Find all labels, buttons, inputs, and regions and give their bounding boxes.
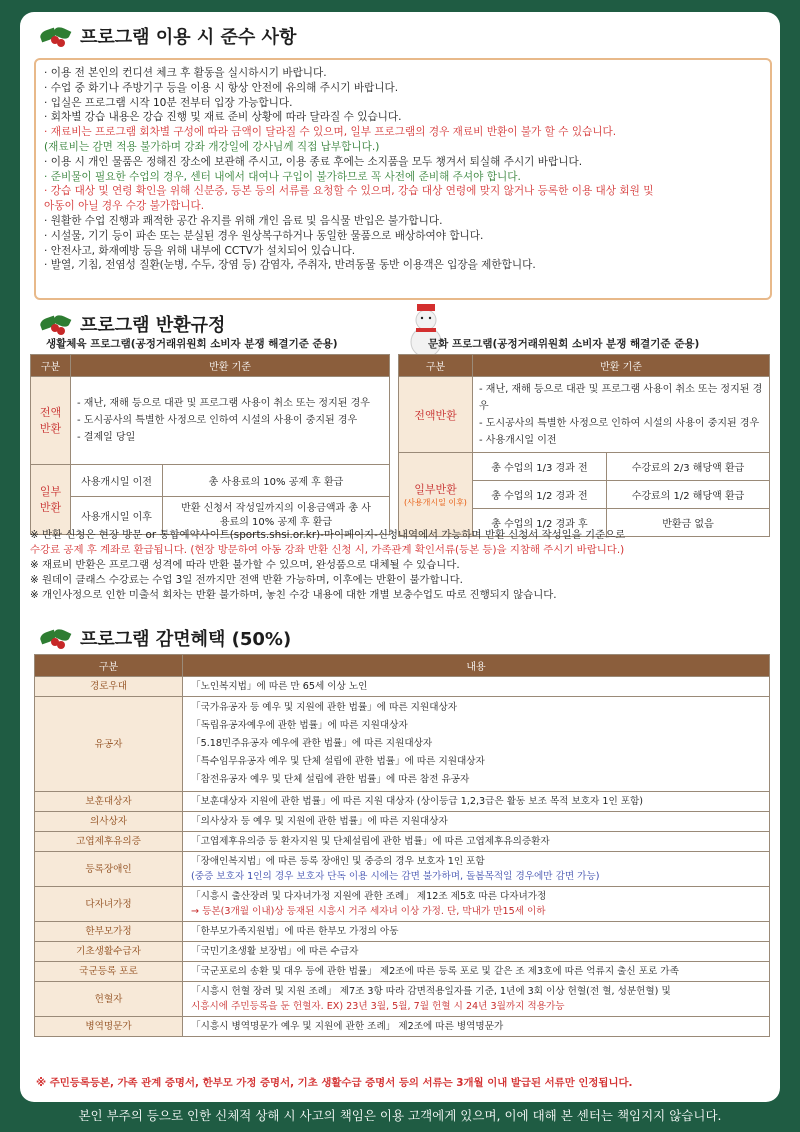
discount-table (34, 654, 770, 1037)
rule-item: · 이용 전 본인의 컨디션 체크 후 활동을 실시하시기 바랍니다. (44, 67, 327, 79)
row-label: 전액 반환 (31, 377, 71, 465)
rule-item: · 입실은 프로그램 시작 10분 전부터 입장 가능합니다. (44, 96, 293, 109)
table-cell: - 재난, 재해 등으로 대관 및 프로그램 사용이 취소 또는 정지된 경우 - 도시공사의 특별한 사정으로 인하여 시설의 사용이 중지된 경우 - 사용개시일 이전 (473, 377, 770, 453)
right-refund-subtitle: 문화 프로그램(공정거래위원회 소비자 분쟁 해결기준 준용) (428, 338, 700, 350)
rule-item: · 수업 중 화기나 주방기구 등을 이용 시 항상 안전에 유의해 주시기 바랍니다. (44, 81, 399, 94)
table-cell: 「시흥시 출산장려 및 다자녀가정 지원에 관한 조례」 제12조 제5호 따른 다자녀가정 → 등본(3개월 이내)상 등재된 시흥시 거주 세자녀 이상 가정. 단, 막내가 만15세 이하 (183, 887, 770, 922)
holly-icon (38, 624, 74, 652)
table-cell: 「한부모가족지원법」에 따른 한부모 가정의 아동 (183, 922, 770, 942)
row-label: 경로우대 (35, 677, 183, 697)
table-cell: 반환 신청서 작성일까지의 이용금액과 총 사용료의 10% 공제 후 환급 (163, 497, 390, 535)
discount-section-title (38, 624, 291, 652)
snowman-icon (408, 302, 444, 362)
table-cell: 「의사상자 등 예우 및 지원에 관한 법률」에 따른 지원대상자 (183, 812, 770, 832)
footer-note: ※ 주민등록등본, 가족 관계 증명서, 한부모 가정 증명서, 기초 생활수급 증명서 등의 서류는 3개월 이내 발급된 서류만 인정됩니다. (36, 1077, 633, 1089)
table-cell: 총 수업의 1/2 경과 후 (473, 509, 607, 537)
row-label: 고엽제후유의증 (35, 832, 183, 852)
discount-title-text: 프로그램 감면혜택 (50%) (80, 629, 292, 650)
table-cell: 「시흥시 헌혈 장려 및 지원 조례」 제7조 3항 따라 감면적용일자를 기준, 1년에 3회 이상 헌혈(전 혈, 성분헌혈) 및 시흥시에 주민등록을 둔 헌혈자. EX) 23년 3월, 5월, 7월 헌혈 시 24년 3월까지 적용가능 (183, 982, 770, 1017)
table-cell: 「고엽제후유의증 등 환자지원 및 단체설립에 관한 법률」에 따른 고엽제후유의증환자 (183, 832, 770, 852)
row-label: 일부 반환 (31, 465, 71, 535)
table-header: 구분 (35, 655, 183, 677)
rule-item: · 발열, 기침, 전염성 질환(눈병, 수두, 장염 등) 감염자, 주취자, 반려동물 동반 이용객은 입장을 제한합니다. (44, 259, 536, 272)
rule-item: · 안전사고, 화재예방 등을 위해 내부에 CCTV가 설치되어 있습니다. (44, 244, 356, 257)
table-cell: 사용개시일 이후 (71, 497, 163, 535)
note-item: ※ 원데이 클래스 수강료는 수업 3일 전까지만 전액 반환 가능하며, 이후에는 반환이 불가합니다. (30, 574, 463, 586)
rule-item: · 준비물이 필요한 수업의 경우, 센터 내에서 대여나 구입이 불가하므로 꼭 사전에 준비해 주셔야 합니다. (44, 170, 521, 183)
table-cell: 총 수업의 1/3 경과 전 (473, 453, 607, 481)
row-label: 일부반환 (사용개시일 이후) (399, 453, 473, 537)
table-header: 구분 (399, 355, 473, 377)
table-header: 내용 (183, 655, 770, 677)
row-label: 전액반환 (399, 377, 473, 453)
rules-box (34, 58, 772, 300)
rules-title-text: 프로그램 이용 시 준수 사항 (80, 27, 297, 48)
refund-section-title (38, 310, 225, 338)
table-header: 반환 기준 (473, 355, 770, 377)
table-cell: 「보훈대상자 지원에 관한 법률」에 따른 지원 대상자 (상이등급 1,2,3급은 활동 보조 목적 보호자 1인 포함) (183, 792, 770, 812)
row-label: 다자녀가정 (35, 887, 183, 922)
row-label: 등록장애인 (35, 852, 183, 887)
liability-disclaimer: 본인 부주의 등으로 인한 신체적 상해 시 사고의 책임은 이용 고객에게 있으며, 이에 대해 본 센터는 책임지지 않습니다. (78, 1108, 722, 1123)
holly-icon (38, 310, 74, 338)
rule-item: · 시설물, 기기 등이 파손 또는 분실된 경우 원상복구하거나 동일한 물품으로 배상하여야 합니다. (44, 229, 484, 242)
row-label: 보훈대상자 (35, 792, 183, 812)
right-refund-table (398, 354, 770, 537)
table-cell: 「시흥시 병역명문가 예우 및 지원에 관한 조례」 제2조에 따른 병역명문가 (183, 1017, 770, 1037)
holly-icon (38, 22, 74, 50)
rule-item: · 강습 대상 및 연령 확인을 위해 신분증, 등본 등의 서류를 요청할 수 있으며, 강습 대상 연령에 맞지 않거나 등록한 이용 대상 회원 및 (44, 185, 654, 198)
left-refund-subtitle: 생활체육 프로그램(공정거래위원회 소비자 분쟁 해결기준 준용) (46, 338, 338, 350)
table-cell: 사용개시일 이전 (71, 465, 163, 497)
refund-title-text: 프로그램 반환규정 (80, 315, 226, 336)
note-item: ※ 재료비 반환은 프로그램 성격에 따라 반환 불가할 수 있으며, 완성품으로 대체될 수 있습니다. (30, 559, 460, 571)
rule-item: (재료비는 감면 적용 불가하며 강좌 개강일에 강사님께 직접 납부합니다.) (44, 140, 380, 153)
row-label: 의사상자 (35, 812, 183, 832)
table-cell: 「장애인복지법」에 따른 등록 장애인 및 중증의 경우 보호자 1인 포함 (중증 보호자 1인의 경우 보호자 단독 이용 시에는 감면 불가하며, 돌봄목적일 경우에만 감면 가능) (183, 852, 770, 887)
rule-item: 아동이 아닐 경우 수강 불가합니다. (44, 200, 205, 213)
table-cell: 반환금 없음 (607, 509, 770, 537)
note-item: 수강료 공제 후 계좌로 환급됩니다. (현장 방문하여 아동 강좌 반환 신청 시, 가족관계 확인서류(등본 등)을 지참해 주시기 바랍니다.) (30, 544, 625, 556)
note-item: ※ 반환 신청은 현장 방문 or 통합예약사이트(sports.shsi.or.kr)-마이페이지-신청내역에서 가능하며 반환 신청서 작성일을 기준으로 (30, 529, 626, 541)
table-cell: 총 사용료의 10% 공제 후 환급 (163, 465, 390, 497)
table-cell: 총 수업의 1/2 경과 전 (473, 481, 607, 509)
row-label: 기초생활수급자 (35, 942, 183, 962)
rule-item: · 원활한 수업 진행과 쾌적한 공간 유지를 위해 개인 음료 및 음식물 반입은 불가합니다. (44, 214, 443, 227)
table-cell: 「국가유공자 등 예우 및 지원에 관한 법률」에 따른 지원대상자 「독립유공자예우에 관한 법률」에 따른 지원대상자 「5.18민주유공자 예우에 관한 법률」에 따른 지원대상자 「특수임무유공자 예우 및 단체 설립에 관한 법률」에 따른 지원대상자 「참전유공자 예우 및 단체 설립에 관한 법률」에 따른 참전 유공자 (183, 697, 770, 792)
note-item: ※ 개인사정으로 인한 미출석 회차는 반환 불가하며, 놓친 수강 내용에 대한 개별 보충수업도 따로 진행되지 않습니다. (30, 589, 557, 601)
table-cell: 수강료의 1/2 해당액 환급 (607, 481, 770, 509)
notice-page (20, 12, 780, 1102)
rules-section-title (38, 22, 296, 50)
row-label: 국군등록 포로 (35, 962, 183, 982)
table-header: 반환 기준 (71, 355, 390, 377)
rule-item: · 이용 시 개인 물품은 정해진 장소에 보관해 주시고, 이용 종료 후에는 소지품을 모두 챙겨서 퇴실해 주시기 바랍니다. (44, 155, 583, 168)
table-cell: 「국군포로의 송환 및 대우 등에 관한 법률」 제2조에 따른 등록 포로 및 같은 조 제3호에 따른 억류지 출신 포로 가족 (183, 962, 770, 982)
row-label: 헌혈자 (35, 982, 183, 1017)
row-label: 병역명문가 (35, 1017, 183, 1037)
table-cell: 「노인복지법」에 따른 만 65세 이상 노인 (183, 677, 770, 697)
rule-item: · 회차별 강습 내용은 강습 진행 및 재료 준비 상황에 따라 달라질 수 있습니다. (44, 111, 402, 124)
row-label: 유공자 (35, 697, 183, 792)
left-refund-table (30, 354, 390, 535)
row-label: 한부모가정 (35, 922, 183, 942)
table-cell: 수강료의 2/3 해당액 환급 (607, 453, 770, 481)
rule-item: · 재료비는 프로그램 회차별 구성에 따라 금액이 달라질 수 있으며, 일부 프로그램의 경우 재료비 반환이 불가 할 수 있습니다. (44, 126, 617, 139)
table-cell: - 재난, 재해 등으로 대관 및 프로그램 사용이 취소 또는 정지된 경우 - 도시공사의 특별한 사정으로 인하여 시설의 사용이 중지된 경우 - 결제일 당일 (71, 377, 390, 465)
refund-notes (30, 528, 770, 603)
table-header: 구분 (31, 355, 71, 377)
table-cell: 「국민기초생활 보장법」에 따른 수급자 (183, 942, 770, 962)
